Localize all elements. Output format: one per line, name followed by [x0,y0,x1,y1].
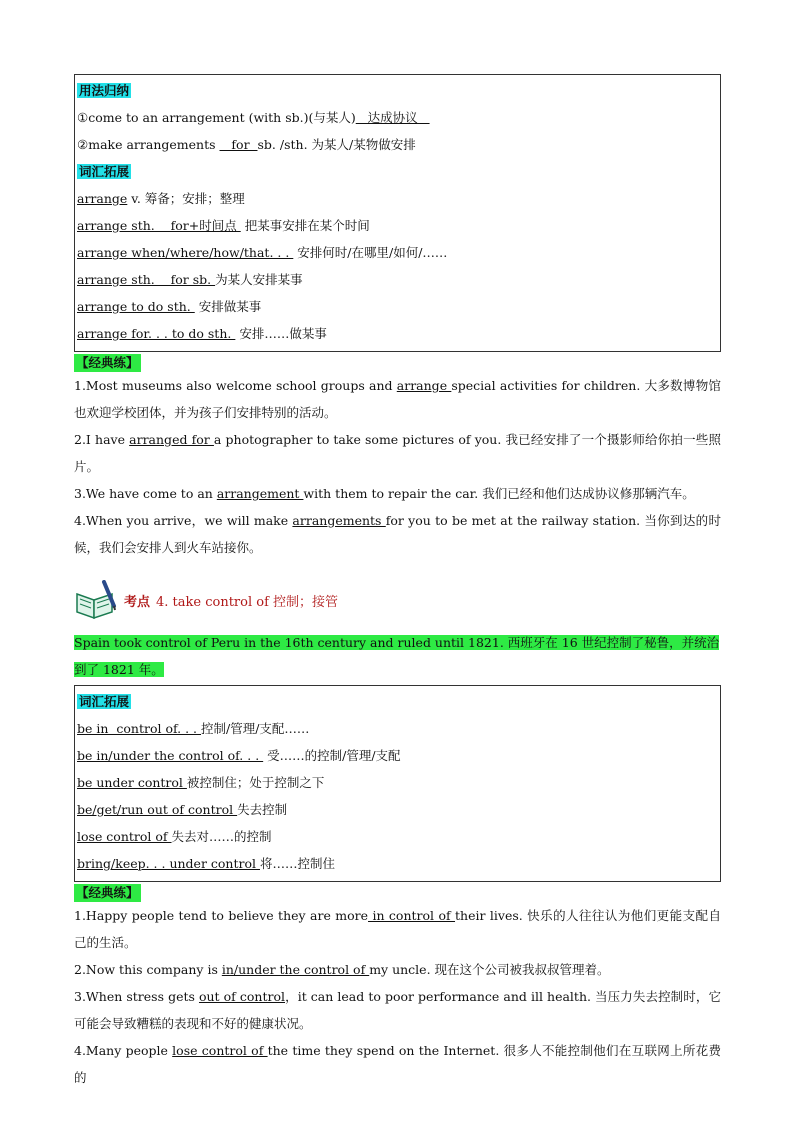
vocab-meaning: 被控制住；处于控制之下 [186,775,325,790]
sentence-text: special activities for children. 大多数博物馆也欢迎学校团体，并为孩子们安排特别的活动。 [74,378,721,420]
practice-item [74,372,721,426]
sentence-text: for you to be met at the railway station. 当你到达的时候，我们会安排人到火车站接你。 [74,513,721,555]
answer: arrangement [216,486,304,501]
vocab-title-row [77,158,718,185]
sentence-text: my uncle. 现在这个公司被我叔叔管理着。 [369,962,610,977]
sentence-text: a photographer to take some pictures of you. 我已经安排了一个摄影师给你拍一些照片。 [74,432,721,474]
vocab-phrase: arrange for. . . to do sth. [77,326,236,341]
usage-item-2 [77,131,718,158]
example-sentence [74,629,721,683]
vocab-phrase: arrange [77,191,128,206]
practice-tag: 【经典练】 [76,885,139,900]
vocab-item [77,320,718,347]
vocab-phrase: be/get/run out of control [77,802,238,817]
usage-text: come to an arrangement (with sb.)(与某人) [88,110,356,125]
vocab-phrase: be in/under the control of. . . [77,748,264,763]
vocab-meaning: 把某事安排在某个时间 [240,218,370,233]
sentence-text: 4.When you arrive，we will make [74,513,293,528]
vocab-item [77,239,718,266]
vocab-meaning: 为某人安排某事 [215,272,303,287]
usage-title-row [77,77,718,104]
example-text: 16 [561,635,578,650]
example-text: 世纪控制了秘鲁，并统治到了 [74,635,720,677]
sentence-text: the time they spend on the Internet. 很多人不能控制他们在互联网上所花费的 [74,1043,721,1085]
kaodian-label: 考点 [124,594,151,610]
practice-item [74,507,721,561]
usage-title: 用法归纳 [79,83,130,98]
vocab-item [77,850,718,877]
page-content [74,74,721,1091]
practice-section-2 [74,882,721,1091]
sentence-text: 2.I have [74,432,130,447]
sentence-text: 1.Most museums also welcome school groups and [74,378,397,393]
practice-item [74,902,721,956]
sentence-text: with them to repair the car. 我们已经和他们达成协议修那辆汽车。 [303,486,695,501]
sentence-text: 1.Happy people tend to believe they are more [74,908,369,923]
usage-text: make arrangements [88,137,220,152]
answer: in/under the control of [221,962,370,977]
usage-num: ① [77,110,89,125]
kaodian-title: 4. take control of 控制；接管 [156,594,339,610]
sentence-text: 3.We have come to an [74,486,217,501]
vocab-meaning: 失去控制 [237,802,288,817]
vocab-phrase: arrange when/where/how/that. . . [77,245,294,260]
vocab-title-row [77,688,718,715]
answer: lose control of [172,1043,268,1058]
vocab-phrase: arrange to do sth. [77,299,195,314]
vocab-phrase: be under control [77,775,187,790]
usage-answer: for [219,137,258,152]
vocab-item [77,293,718,320]
answer: arrange [396,378,452,393]
vocab-phrase: arrange sth. for sb. [77,272,216,287]
vocab-phrase: lose control of [77,829,172,844]
sentence-text: their lives. 快乐的人往往认为他们更能支配自己的生活。 [74,908,721,950]
practice-tag: 【经典练】 [76,355,139,370]
sentence-text: 3.When stress gets [74,989,199,1004]
usage-item-1 [77,104,718,131]
vocab-title: 词汇拓展 [79,694,130,709]
vocab-item [77,796,718,823]
vocab-item [77,266,718,293]
vocab-box-2 [74,685,721,882]
vocab-item [77,742,718,769]
practice-item [74,480,721,507]
usage-answer: 达成协议 [355,110,430,125]
kaodian-heading [74,575,721,625]
answer: arranged for [129,432,214,447]
practice-section-1 [74,352,721,561]
vocab-item [77,185,718,212]
vocab-meaning: 安排何时/在哪里/如何/…… [293,245,448,260]
practice-item [74,426,721,480]
example-text: 1821 [102,662,135,677]
vocab-title: 词汇拓展 [79,164,130,179]
vocab-phrase: bring/keep. . . under control [77,856,260,871]
book-icon [74,580,118,620]
vocab-meaning: 受……的控制/管理/支配 [263,748,401,763]
vocab-meaning: 控制/管理/支配…… [201,721,310,736]
sentence-text: 2.Now this company is [74,962,222,977]
answer: in control of [368,908,456,923]
vocab-meaning: 安排做某事 [194,299,262,314]
vocab-meaning: 失去对……的控制 [171,829,272,844]
practice-item [74,1037,721,1091]
vocab-phrase: arrange sth. for+时间点 [77,218,241,233]
vocab-item [77,823,718,850]
vocab-item [77,769,718,796]
vocab-meaning: v. 筹备；安排；整理 [127,191,245,206]
answer: arrangements [292,513,386,528]
sentence-text: 4.Many people [74,1043,173,1058]
usage-box [74,74,721,352]
practice-item [74,956,721,983]
usage-num: ② [77,137,89,152]
sentence-text: ，it can lead to poor performance and ill health. 当压力失去控制时，它可能会导致糟糕的表现和不好的健康状况。 [74,989,721,1031]
vocab-meaning: 将……控制住 [259,856,335,871]
example-text: 年。 [134,662,164,677]
usage-text: sb. /sth. 为某人/某物做安排 [257,137,416,152]
vocab-item [77,715,718,742]
vocab-phrase: be in control of. . . [77,721,201,736]
example-text: Spain took control of Peru in the 16th century and ruled until 1821. 西班牙在 [74,635,562,650]
vocab-meaning: 安排……做某事 [235,326,327,341]
answer: out of control [198,989,285,1004]
practice-item [74,983,721,1037]
vocab-item [77,212,718,239]
